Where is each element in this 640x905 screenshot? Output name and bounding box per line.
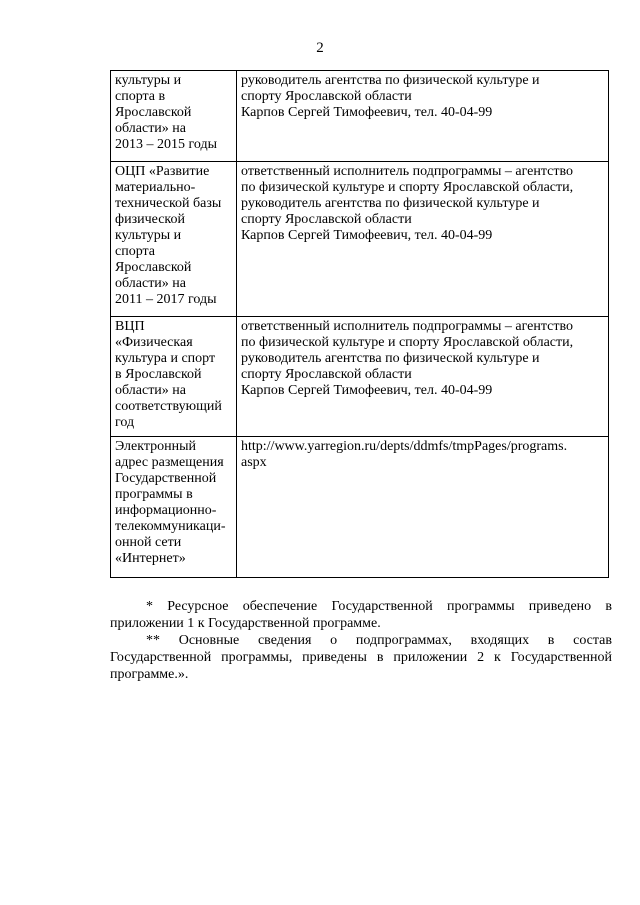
cell-line: области» на: [115, 276, 187, 291]
cell-line: Электронный: [115, 439, 197, 454]
cell-line: Карпов Сергей Тимофеевич, тел. 40-04-99: [241, 105, 493, 120]
footnote-line: ** Основные сведения о подпрограммах, входящих в состав: [146, 633, 612, 648]
cell-line: культура и спорт: [115, 351, 216, 366]
cell-line: 2013 – 2015 годы: [115, 137, 218, 152]
cell-line: программы в: [115, 487, 193, 502]
table-row: [111, 71, 609, 162]
cell-line: «Интернет»: [115, 551, 186, 566]
cell-line: онной сети: [115, 535, 182, 550]
cell-line: «Физическая: [115, 335, 193, 350]
footnote-subprograms: [110, 632, 612, 683]
footnote-line: Государственной программы, приведены в приложении 2 к Государственной: [110, 650, 612, 665]
program-info-table: [110, 70, 609, 578]
cell-line: культуры и: [115, 228, 182, 243]
row-value-cell: [237, 162, 609, 317]
web-address-text: http://www.yarregion.ru/depts/ddmfs/tmpPages/programs.: [241, 439, 568, 454]
cell-line: культуры и: [115, 73, 182, 88]
row-value-cell: [237, 71, 609, 162]
row-value-cell: [237, 317, 609, 437]
cell-line: спорту Ярославской области: [241, 89, 412, 104]
cell-line: Карпов Сергей Тимофеевич, тел. 40-04-99: [241, 383, 493, 398]
cell-line: спорту Ярославской области: [241, 212, 412, 227]
row-label-cell: [111, 317, 237, 437]
cell-line: руководитель агентства по физической культуре и: [241, 351, 540, 366]
cell-line: телекоммуникаци-: [115, 519, 226, 534]
cell-line: области» на: [115, 383, 187, 398]
footnote-line: * Ресурсное обеспечение Государственной программы приведено в: [146, 599, 612, 614]
cell-line: ответственный исполнитель подпрограммы – агентство: [241, 319, 574, 334]
cell-line: по физической культуре и спорту Ярославской области,: [241, 180, 574, 195]
cell-line: ОЦП «Развитие: [115, 164, 210, 179]
row-label-cell: [111, 162, 237, 317]
row-value-cell: [237, 437, 609, 578]
cell-line: Ярославской: [115, 260, 192, 275]
cell-line: физической: [115, 212, 185, 227]
row-label-cell: [111, 437, 237, 578]
cell-line: по физической культуре и спорту Ярославской области,: [241, 335, 574, 350]
footnote-resources: [110, 598, 612, 632]
cell-line: в Ярославской: [115, 367, 202, 382]
cell-line: ВЦП: [115, 319, 145, 334]
cell-line: материально-: [115, 180, 196, 195]
cell-line: год: [115, 415, 135, 430]
cell-line: Карпов Сергей Тимофеевич, тел. 40-04-99: [241, 228, 493, 243]
table-row: [111, 162, 609, 317]
cell-line: руководитель агентства по физической культуре и: [241, 73, 540, 88]
cell-line: информационно-: [115, 503, 217, 518]
footnote-line: приложении 1 к Государственной программе.: [110, 616, 381, 631]
cell-line: области» на: [115, 121, 187, 136]
cell-line: спорта в: [115, 89, 166, 104]
web-address-text: aspx: [241, 455, 267, 470]
cell-line: спорта: [115, 244, 156, 259]
cell-line: ответственный исполнитель подпрограммы – агентство: [241, 164, 574, 179]
cell-line: 2011 – 2017 годы: [115, 292, 217, 307]
table-row: [111, 317, 609, 437]
cell-line: руководитель агентства по физической культуре и: [241, 196, 540, 211]
cell-line: спорту Ярославской области: [241, 367, 412, 382]
cell-line: Государственной: [115, 471, 217, 486]
cell-line: технической базы: [115, 196, 222, 211]
page-number: 2: [316, 40, 324, 56]
row-label-cell: [111, 71, 237, 162]
cell-line: адрес размещения: [115, 455, 224, 470]
table-row: [111, 437, 609, 578]
cell-line: соответствующий: [115, 399, 222, 414]
footnote-line: программе.».: [110, 667, 189, 682]
cell-line: Ярославской: [115, 105, 192, 120]
